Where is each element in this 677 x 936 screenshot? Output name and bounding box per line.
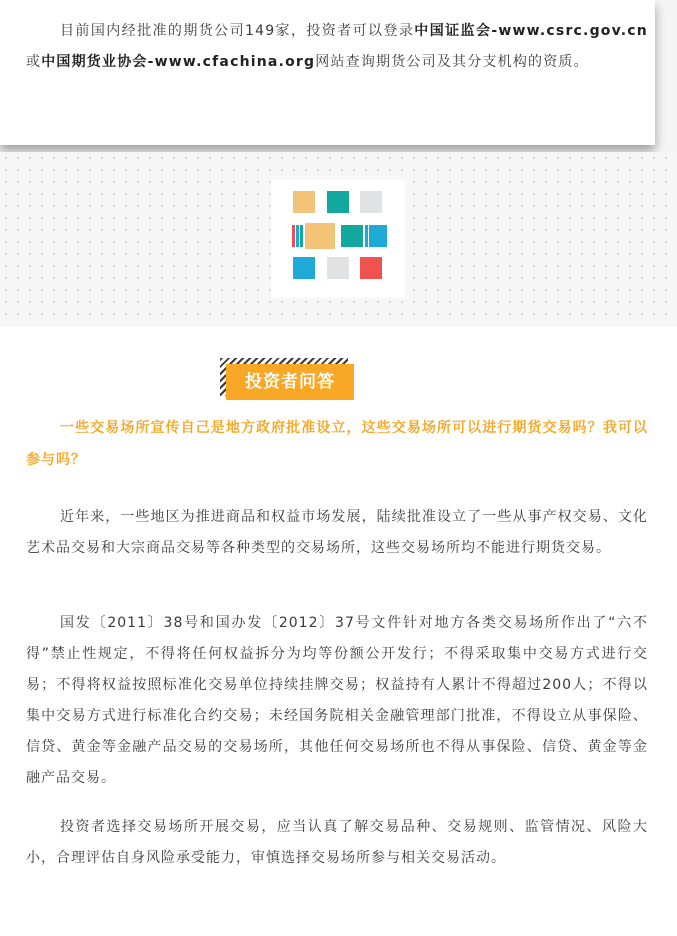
- qa-card: [0, 326, 677, 936]
- intro-text-after: 网站查询期货公司及其分支机构的资质。: [315, 54, 589, 70]
- intro-text-middle: 或: [26, 54, 42, 70]
- intro-card: [0, 0, 655, 145]
- answer-paragraph: 投资者选择交易场所开展交易，应当认真了解交易品种、交易规则、监管情况、风险大小，合理评估自身风险承受能力，审慎选择交易场所参与相关交易活动。: [26, 819, 648, 866]
- logo-square: [360, 191, 382, 213]
- section-label-text: 投资者问答: [226, 364, 354, 400]
- intro-text-before: 目前国内经批准的期货公司149家，投资者可以登录: [60, 23, 415, 39]
- logo-square: [293, 257, 315, 279]
- logo-square: [327, 257, 349, 279]
- section-label: [220, 358, 354, 402]
- answer-paragraph: 国发〔2011〕38号和国办发〔2012〕37号文件针对地方各类交易场所作出了“六不得”禁止性规定，不得将任何权益拆分为均等份额公开发行；不得采取集中交易方式进行交易；不得将权益按照标准化交易单位持续挂牌交易；权益持有人累计不得超过200人；不得以集中交易方式进行标准化合约交易；未经国务院相关金融管理部门批准，不得设立从事保险、信贷、黄金等金融产品交易的交易场所，其他任何交易场所也不得从事保险、信贷、黄金等金融产品交易。: [26, 615, 648, 786]
- question-text: 一些交易场所宣传自己是地方政府批准设立，这些交易场所可以进行期货交易吗？我可以参与吗？: [26, 420, 648, 468]
- csrc-website-text: 中国证监会-www.csrc.gov.cn: [414, 23, 648, 39]
- logo-square: [327, 191, 349, 213]
- logo-stripe: [365, 225, 368, 247]
- logo-stripe: [300, 225, 303, 247]
- colored-squares-logo: [271, 180, 405, 298]
- intro-paragraph: [26, 16, 648, 78]
- logo-square: [341, 225, 363, 247]
- logo-square: [293, 191, 315, 213]
- logo-icon: [271, 180, 405, 298]
- logo-stripe: [296, 225, 299, 247]
- logo-square: [369, 225, 387, 247]
- logo-square: [305, 223, 335, 249]
- cfachina-website-text: 中国期货业协会-www.cfachina.org: [41, 54, 316, 70]
- logo-stripe: [292, 225, 295, 247]
- logo-square: [360, 257, 382, 279]
- answer-paragraph: 近年来，一些地区为推进商品和权益市场发展，陆续批准设立了一些从事产权交易、文化艺术品交易和大宗商品交易等各种类型的交易场所，这些交易场所均不能进行期货交易。: [26, 509, 648, 556]
